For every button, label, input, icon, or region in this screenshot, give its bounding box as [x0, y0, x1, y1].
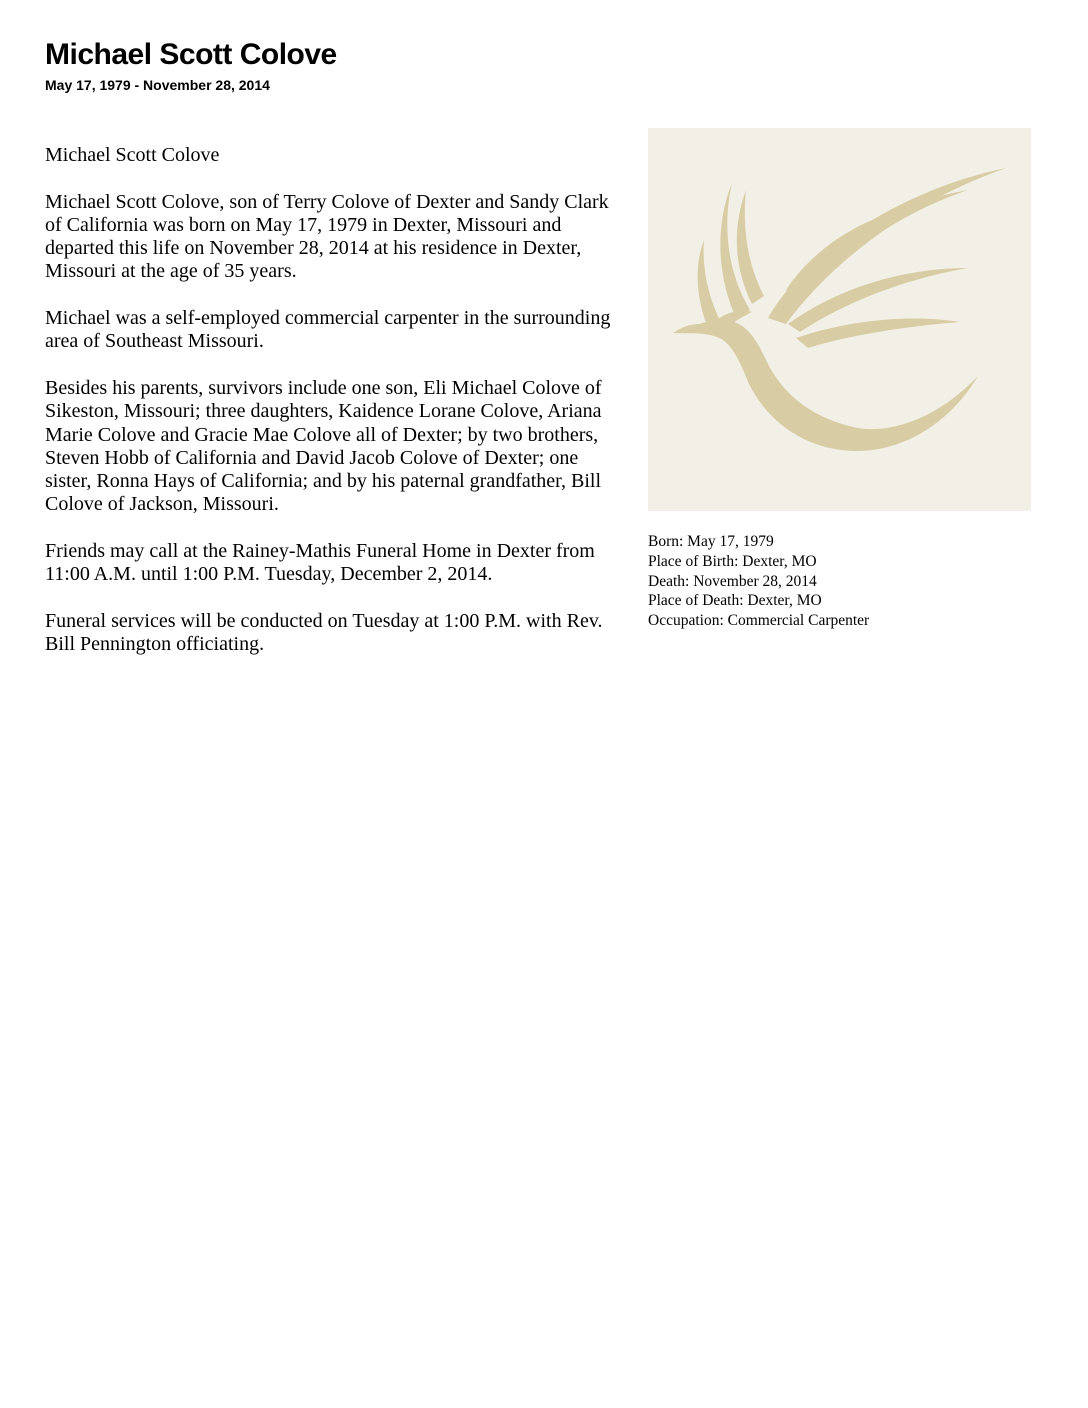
obituary-paragraph-survivors: Besides his parents, survivors include one son, Eli Michael Colove of Sikeston, Missouri; three daughters, Kaidence Lorane Colove, Ariana Marie Colove and Gracie Mae Colove all of Dexter; by two brothers, Steven Hobb of California and David Jacob Colove of Dexter; one sister, Ronna Hays of California; and by his paternal grandfather, Bill Colove of Jackson, Missouri. — [45, 376, 602, 516]
obituary-heading: Michael Scott Colove — [45, 144, 220, 166]
obituary-paragraph-visitation: Friends may call at the Rainey-Mathis Funeral Home in Dexter from 11:00 A.M. until 1:00 P.M. Tuesday, December 2, 2014. — [45, 540, 595, 586]
life-dates: May 17, 1979 - November 28, 2014 — [45, 77, 270, 93]
obituary-paragraph-services: Funeral services will be conducted on Tuesday at 1:00 P.M. with Rev. Bill Pennington officiating. — [45, 609, 603, 656]
place-of-death-fact: Place of Death: Dexter, MO — [648, 592, 822, 610]
dove-icon — [648, 128, 1031, 511]
death-fact: Death: November 28, 2014 — [648, 572, 817, 590]
obituary-text — [45, 144, 615, 680]
memorial-photo — [648, 128, 1031, 511]
place-of-birth-fact: Place of Birth: Dexter, MO — [648, 552, 817, 570]
page-title: Michael Scott Colove — [45, 38, 337, 71]
obituary-paragraph-birth: Michael Scott Colove, son of Terry Colove of Dexter and Sandy Clark of California was born on May 17, 1979 in Dexter, Missouri and departed this life on November 28, 2014 at his residence in Dexter, Missouri at the age of 35 years. — [45, 190, 609, 283]
born-fact: Born: May 17, 1979 — [648, 533, 774, 550]
obituary-paragraph-occupation: Michael was a self-employed commercial carpenter in the surrounding area of Southeast Missouri. — [45, 307, 611, 353]
vital-facts — [648, 532, 1048, 631]
obituary-header — [45, 36, 645, 94]
occupation-fact: Occupation: Commercial Carpenter — [648, 612, 870, 630]
